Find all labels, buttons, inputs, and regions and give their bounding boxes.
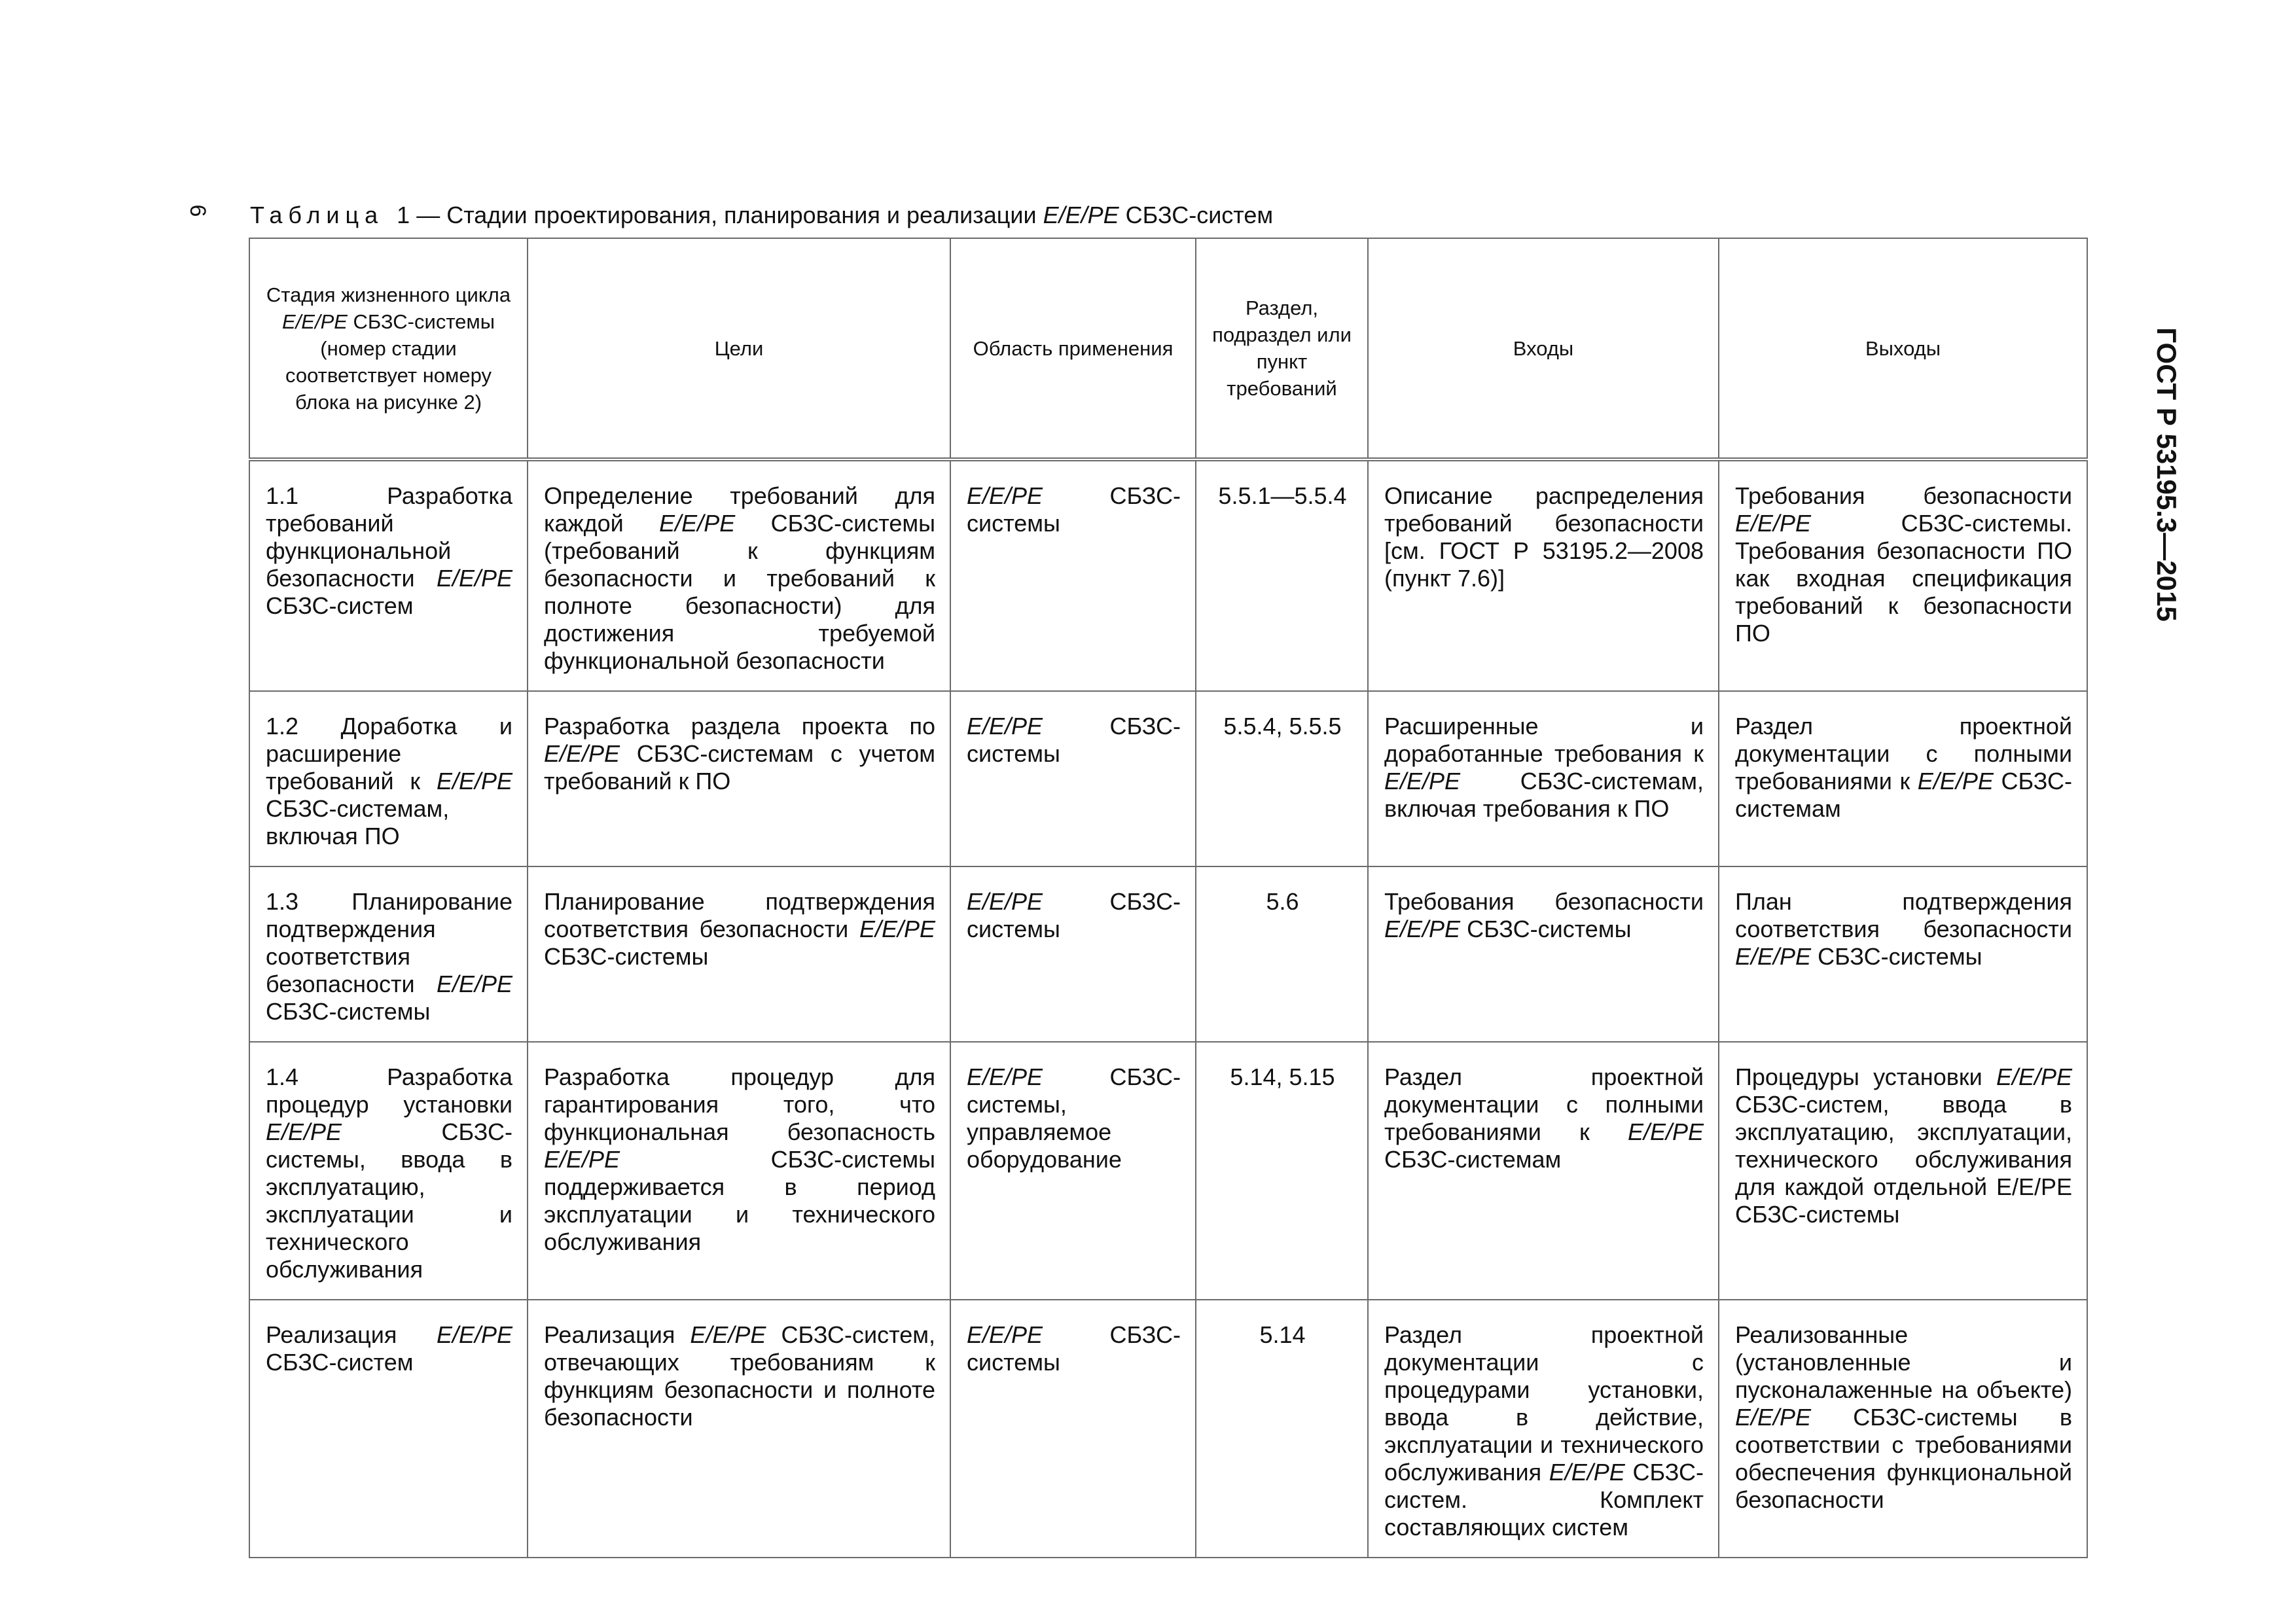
cell-goals-it: E/E/PE: [544, 1146, 620, 1173]
cell-outputs: [1719, 866, 2087, 1042]
caption-text-end: СБЗС-систем: [1119, 202, 1274, 228]
cell-outputs: [1719, 459, 2087, 691]
cell-goals-post: СБЗС-систем, отвечающих требованиям к функциям безопасности и полноте безопасности: [544, 1321, 936, 1431]
cell-stage-it: E/E/PE: [436, 768, 512, 794]
cell-goals-it: E/E/PE: [659, 510, 736, 537]
header-outputs: [1719, 238, 2087, 459]
cell-stage-it: E/E/PE: [266, 1118, 342, 1145]
cell-outputs-post: СБЗС-систем, ввода в эксплуатацию, эксплуатации, технического обслуживания для каждой отдельной E/E/PE СБЗС-системы: [1735, 1091, 2072, 1228]
caption-italic: E/E/PE: [1043, 202, 1119, 228]
cell-outputs-pre: План подтверждения соответствия безопасности: [1735, 888, 2072, 942]
cell-outputs-it: E/E/PE: [1735, 943, 1812, 970]
cell-goals: [528, 1300, 950, 1558]
cell-goals-it: E/E/PE: [544, 740, 620, 767]
table-row: [249, 866, 2087, 1042]
page-number: 6: [185, 204, 210, 217]
cell-inputs: [1368, 691, 1719, 866]
cell-inputs: [1368, 1300, 1719, 1558]
cell-scope-it: E/E/PE: [967, 1063, 1043, 1090]
cell-outputs: [1719, 1042, 2087, 1300]
cell-stage-it: E/E/PE: [436, 1321, 512, 1348]
cell-stage-it: E/E/PE: [436, 565, 512, 592]
cell-goals-post: СБЗС-системы: [544, 943, 709, 970]
cell-scope-it: E/E/PE: [967, 1321, 1043, 1348]
cell-goals-pre: Определение требований для каждой: [544, 482, 935, 537]
header-goals: [528, 238, 950, 459]
cell-scope-it: E/E/PE: [967, 482, 1043, 509]
table-body: [249, 459, 2087, 1558]
cell-inputs: [1368, 459, 1719, 691]
cell-stage-pre: 1.1 Разработка требований функциональной безопасности: [266, 482, 512, 592]
cell-inputs-pre: Расширенные и доработанные требования к: [1384, 713, 1704, 767]
cell-stage-post: СБЗС-системам, включая ПО: [266, 795, 450, 849]
cell-goals: [528, 691, 950, 866]
cell-outputs-pre: Раздел проектной документации с полными требованиями к: [1735, 713, 2072, 794]
table-row: [249, 459, 2087, 691]
cell-inputs-post: СБЗС-системы: [1460, 916, 1632, 942]
caption-dash: —: [410, 202, 447, 228]
cell-clause: 5.14, 5.15: [1196, 1042, 1368, 1300]
cell-scope: [950, 1042, 1196, 1300]
cell-outputs: [1719, 1300, 2087, 1558]
cell-outputs-it: E/E/PE: [1996, 1063, 2072, 1090]
cell-outputs-it: E/E/PE: [1735, 1404, 1812, 1431]
cell-outputs: [1719, 691, 2087, 866]
cell-inputs: [1368, 1042, 1719, 1300]
header-clause-pre: Раздел, подраздел или пункт требований: [1212, 296, 1352, 400]
cell-goals-post: СБЗС-системам с учетом требований к ПО: [544, 740, 935, 794]
cell-scope: [950, 691, 1196, 866]
table-row: [249, 1300, 2087, 1558]
cell-outputs-post: СБЗС-системы. Требования безопасности ПО как входная спецификация требований к безопасности ПО: [1735, 510, 2072, 647]
header-inputs: [1368, 238, 1719, 459]
caption-label: Таблица: [250, 202, 384, 228]
cell-inputs-pre: Описание распределения требований безопасности [см. ГОСТ Р 53195.2—2008 (пункт 7.6)]: [1384, 482, 1704, 592]
header-goals-pre: Цели: [714, 336, 764, 360]
cell-outputs-post: СБЗС-системам: [1735, 768, 2072, 822]
cell-stage-pre: 1.3 Планирование подтверждения соответствия безопасности: [266, 888, 512, 997]
cell-stage-pre: 1.2 Доработка и расширение требований к: [266, 713, 512, 794]
cell-scope-post: СБЗС-системы: [967, 713, 1181, 767]
cell-outputs-post: СБЗС-системы в соответствии с требованиями обеспечения функциональной безопасности: [1735, 1404, 2072, 1513]
header-inputs-pre: Входы: [1513, 336, 1574, 360]
cell-inputs-it: E/E/PE: [1549, 1459, 1625, 1486]
cell-scope: [950, 459, 1196, 691]
cell-inputs-it: E/E/PE: [1384, 768, 1461, 794]
caption-text: Стадии проектирования, планирования и реализации: [446, 202, 1043, 228]
cell-outputs-pre: Требования безопасности: [1735, 482, 2072, 509]
cell-inputs-post: СБЗС-систем. Комплект составляющих систем: [1384, 1459, 1704, 1541]
cell-clause: 5.6: [1196, 866, 1368, 1042]
cell-goals-pre: Реализация: [544, 1321, 691, 1348]
cell-outputs-pre: Реализованные (установленные и пусконалаженные на объекте): [1735, 1321, 2072, 1403]
cell-goals: [528, 1042, 950, 1300]
cell-outputs-post: СБЗС-системы: [1811, 943, 1982, 970]
cell-stage: [249, 459, 528, 691]
cell-stage: [249, 691, 528, 866]
cell-goals-it: E/E/PE: [690, 1321, 766, 1348]
table-row: [249, 1042, 2087, 1300]
stages-table: [249, 238, 2088, 1558]
cell-goals-post: СБЗС-системы (требований к функциям безопасности и требований к полноте безопасности) для достижения требуемой функциональной безопасности: [544, 510, 935, 674]
cell-scope: [950, 866, 1196, 1042]
cell-clause: 5.14: [1196, 1300, 1368, 1558]
caption-number: 1: [397, 202, 410, 228]
cell-inputs-post: СБЗС-системам, включая требования к ПО: [1384, 768, 1704, 822]
header-outputs-pre: Выходы: [1865, 336, 1941, 360]
header-stage: [249, 238, 528, 459]
cell-scope-it: E/E/PE: [967, 888, 1043, 915]
cell-stage: [249, 866, 528, 1042]
cell-scope-post: СБЗС-системы, управляемое оборудование: [967, 1063, 1181, 1173]
standard-code: ГОСТ Р 53195.3—2015: [2151, 327, 2182, 622]
header-stage-post: СБЗС-системы (номер стадии соответствует номеру блока на рисунке 2): [285, 310, 495, 414]
cell-scope-post: СБЗС-системы: [967, 888, 1181, 942]
cell-stage-post: СБЗС-системы, ввода в эксплуатацию, эксплуатации и технического обслуживания: [266, 1118, 512, 1283]
cell-goals: [528, 459, 950, 691]
cell-goals-pre: Разработка раздела проекта по: [544, 713, 935, 740]
cell-clause: 5.5.4, 5.5.5: [1196, 691, 1368, 866]
cell-outputs-pre: Процедуры установки: [1735, 1063, 1996, 1090]
cell-stage: [249, 1042, 528, 1300]
header-stage-it: E/E/PE: [281, 310, 348, 333]
header-stage-pre: Стадия жизненного цикла: [266, 283, 511, 306]
cell-stage-pre: Реализация: [266, 1321, 437, 1348]
cell-inputs-it: E/E/PE: [1627, 1118, 1704, 1145]
cell-goals: [528, 866, 950, 1042]
cell-inputs: [1368, 866, 1719, 1042]
table-caption: [250, 200, 1273, 230]
cell-stage: [249, 1300, 528, 1558]
header-scope: [950, 238, 1196, 459]
cell-goals-it: E/E/PE: [859, 916, 935, 942]
header-clause: [1196, 238, 1368, 459]
table-row: [249, 691, 2087, 866]
table-header-row: [249, 238, 2087, 459]
cell-scope-post: СБЗС-системы: [967, 1321, 1181, 1376]
cell-scope-post: СБЗС-системы: [967, 482, 1181, 537]
header-scope-pre: Область применения: [973, 336, 1174, 360]
cell-stage-post: СБЗС-систем: [266, 592, 414, 619]
cell-goals-post: СБЗС-системы поддерживается в период эксплуатации и технического обслуживания: [544, 1146, 935, 1255]
cell-clause: 5.5.1—5.5.4: [1196, 459, 1368, 691]
cell-inputs-pre: Раздел проектной документации с процедурами установки, ввода в действие, эксплуатации и технического обслуживания: [1384, 1321, 1704, 1486]
cell-outputs-it: E/E/PE: [1917, 768, 1994, 794]
cell-inputs-pre: Требования безопасности: [1384, 888, 1704, 915]
cell-inputs-post: СБЗС-системам: [1384, 1146, 1562, 1173]
cell-scope-it: E/E/PE: [967, 713, 1043, 740]
cell-stage-it: E/E/PE: [436, 971, 512, 997]
cell-inputs-it: E/E/PE: [1384, 916, 1461, 942]
cell-goals-pre: Планирование подтверждения соответствия безопасности: [544, 888, 935, 942]
cell-outputs-it: E/E/PE: [1735, 510, 1812, 537]
cell-stage-post: СБЗС-системы: [266, 998, 431, 1025]
cell-stage-pre: 1.4 Разработка процедур установки: [266, 1063, 512, 1118]
cell-scope: [950, 1300, 1196, 1558]
cell-inputs-pre: Раздел проектной документации с полными требованиями к: [1384, 1063, 1704, 1145]
cell-stage-post: СБЗС-систем: [266, 1349, 414, 1376]
cell-goals-pre: Разработка процедур для гарантирования того, что функциональная безопасность: [544, 1063, 935, 1145]
